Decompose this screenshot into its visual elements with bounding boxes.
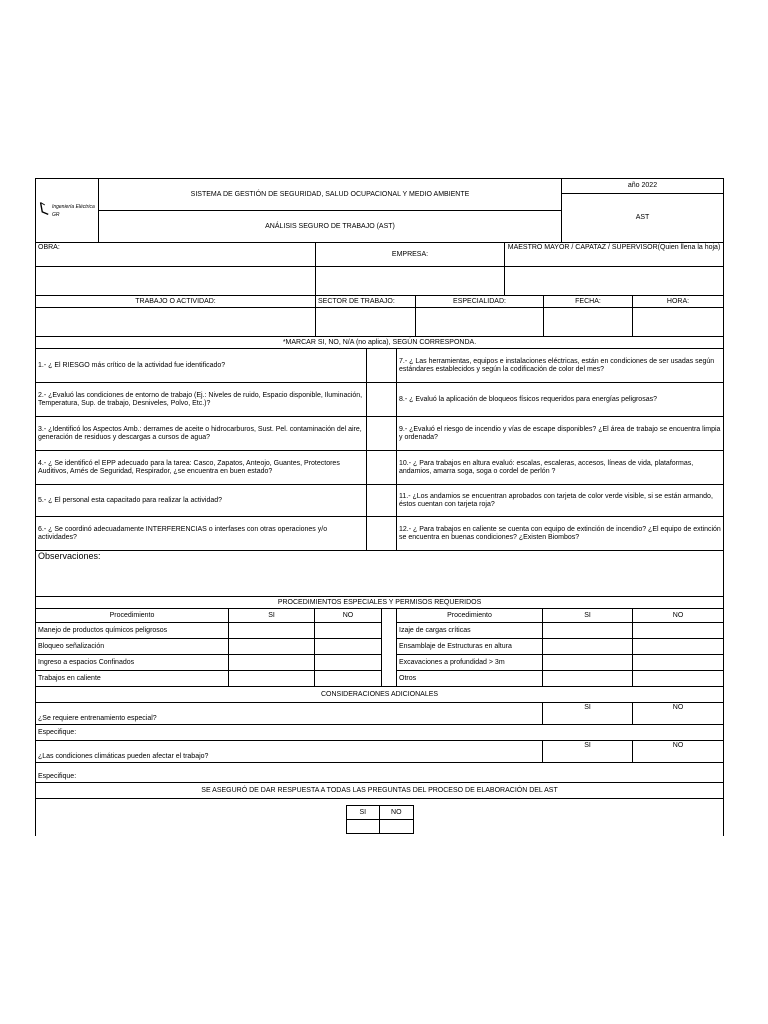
proc-left-1-no[interactable]: [315, 623, 382, 639]
climate-no[interactable]: NO: [633, 741, 724, 763]
logo-bolt-icon: [38, 200, 50, 222]
question-6: 6.- ¿ Se coordinó adecuadamente INTERFERENCIAS o interfases con otras operaciones y/o actividades?: [36, 517, 367, 551]
proc-right-4: Otros: [397, 671, 543, 687]
question-12: 12.- ¿ Para trabajos en caliente se cuenta con equipo de extinción de incendio? ¿El equipo de extinción se encuentra en buenas condiciones? ¿Existen Biombos?: [397, 517, 724, 551]
final-si-label: SI: [346, 806, 380, 820]
empresa-input[interactable]: [316, 267, 505, 296]
final-si-box[interactable]: [346, 820, 380, 834]
logo-text: Ingeniería Eléctrica GR: [51, 203, 95, 218]
climate-question: ¿Las condiciones climáticas pueden afectar el trabajo?: [36, 741, 543, 763]
obra-label: OBRA:: [36, 243, 316, 267]
answer-4[interactable]: [367, 451, 397, 485]
training-question: ¿Se requiere entrenamiento especial?: [36, 703, 543, 725]
company-logo: [38, 200, 96, 222]
proc-left-2: Bloqueo señalización: [36, 639, 229, 655]
proc-right-2-no[interactable]: [633, 639, 724, 655]
observaciones-field[interactable]: Observaciones:: [36, 551, 724, 597]
hora-label: HORA:: [633, 296, 724, 308]
proc-left-3-si[interactable]: [229, 655, 315, 671]
question-2: 2.- ¿Evaluó las condiciones de entorno de trabajo (Ej.: Niveles de ruido, Espacio disponible, Iluminación, Temperatura, Sup. de trabajo, Desniveles, Polvo, Etc.)?: [36, 383, 367, 417]
empresa-label: EMPRESA:: [316, 243, 505, 267]
trabajo-input[interactable]: [36, 308, 316, 337]
climate-si[interactable]: SI: [543, 741, 633, 763]
fields-table: [35, 242, 724, 337]
proc-left-1: Manejo de productos químicos peligrosos: [36, 623, 229, 639]
answer-1[interactable]: [367, 349, 397, 383]
fecha-input[interactable]: [544, 308, 633, 337]
proc-left-4-no[interactable]: [315, 671, 382, 687]
year-label: año 2022: [562, 179, 724, 194]
answer-2[interactable]: [367, 383, 397, 417]
proc-right-1: Izaje de cargas críticas: [397, 623, 543, 639]
question-1: 1.- ¿ El RIESGO más crítico de la actividad fue identificado?: [36, 349, 367, 383]
proc-left-4-si[interactable]: [229, 671, 315, 687]
proc-spacer: [382, 609, 397, 687]
proc-left-4: Trabajos en caliente: [36, 671, 229, 687]
code-label: AST: [562, 194, 724, 243]
proc-right-1-si[interactable]: [543, 623, 633, 639]
sector-input[interactable]: [316, 308, 416, 337]
maestro-input[interactable]: [505, 267, 724, 296]
final-statement: SE ASEGURÓ DE DAR RESPUESTA A TODAS LAS PREGUNTAS DEL PROCESO DE ELABORACIÓN DEL AST: [36, 783, 724, 799]
climate-specify[interactable]: Especifique:: [36, 763, 724, 783]
training-specify[interactable]: Especifique:: [36, 725, 724, 741]
proc-right-4-si[interactable]: [543, 671, 633, 687]
additional-table: [35, 686, 724, 836]
doc-title: ANÁLISIS SEGURO DE TRABAJO (AST): [99, 211, 562, 243]
proc-si-header-right: SI: [543, 609, 633, 623]
question-11: 11.- ¿Los andamios se encuentran aprobados con tarjeta de color verde visible, si se están armando, éstos cuentan con tarjeta roja?: [397, 485, 724, 517]
question-4: 4.- ¿ Se identificó el EPP adecuado para la tarea: Casco, Zapatos, Anteojo, Guantes, Protectores Auditivos, Arnés de Seguridad, Respirador, ¿se encuentra en buen estado?: [36, 451, 367, 485]
questions-table: [35, 336, 724, 597]
proc-si-header-left: SI: [229, 609, 315, 623]
answer-5[interactable]: [367, 485, 397, 517]
question-9: 9.- ¿Evaluó el riesgo de incendio y vías de escape disponibles? ¿El área de trabajo se encuentra limpia y ordenada?: [397, 417, 724, 451]
logo-cell: [36, 179, 99, 243]
proc-right-2-si[interactable]: [543, 639, 633, 655]
question-10: 10.- ¿ Para trabajos en altura evaluó: escalas, escaleras, accesos, líneas de vida, plataformas, andamios, amarra soga, soga o cordel de perlón ?: [397, 451, 724, 485]
question-5: 5.- ¿ El personal esta capacitado para realizar la actividad?: [36, 485, 367, 517]
trabajo-label: TRABAJO O ACTIVIDAD:: [36, 296, 316, 308]
answer-3[interactable]: [367, 417, 397, 451]
fecha-label: FECHA:: [544, 296, 633, 308]
training-no[interactable]: NO: [633, 703, 724, 725]
proc-no-header-right: NO: [633, 609, 724, 623]
final-answer-cell: [36, 799, 724, 836]
proc-right-3: Excavaciones a profundidad > 3m: [397, 655, 543, 671]
proc-left-1-si[interactable]: [229, 623, 315, 639]
especialidad-input[interactable]: [416, 308, 544, 337]
proc-right-4-no[interactable]: [633, 671, 724, 687]
question-8: 8.- ¿ Evaluó la aplicación de bloqueos físicos requeridos para energías peligrosas?: [397, 383, 724, 417]
proc-header-left: Procedimiento: [36, 609, 229, 623]
final-answer-table: [346, 805, 414, 834]
maestro-label: MAESTRO MAYOR / CAPATAZ / SUPERVISOR(Quien llena la hoja): [505, 243, 724, 267]
proc-right-3-no[interactable]: [633, 655, 724, 671]
training-si[interactable]: SI: [543, 703, 633, 725]
proc-no-header-left: NO: [315, 609, 382, 623]
obra-input[interactable]: [36, 267, 316, 296]
proc-left-2-si[interactable]: [229, 639, 315, 655]
final-no-label: NO: [380, 806, 414, 820]
proc-left-3-no[interactable]: [315, 655, 382, 671]
hora-input[interactable]: [633, 308, 724, 337]
proc-right-2: Ensamblaje de Estructuras en altura: [397, 639, 543, 655]
proc-left-3: Ingreso a espacios Confinados: [36, 655, 229, 671]
proc-right-1-no[interactable]: [633, 623, 724, 639]
sector-label: SECTOR DE TRABAJO:: [316, 296, 416, 308]
proc-header-right: Procedimiento: [397, 609, 543, 623]
proc-right-3-si[interactable]: [543, 655, 633, 671]
header-table: [35, 178, 724, 243]
additional-title: CONSIDERACIONES ADICIONALES: [36, 687, 724, 703]
procedures-table: [35, 596, 724, 687]
ast-form: [35, 178, 723, 836]
especialidad-label: ESPECIALIDAD:: [416, 296, 544, 308]
instructions: *MARCAR SI, NO, N/A (no aplica), SEGÚN CORRESPONDA.: [36, 337, 724, 349]
question-7: 7.- ¿ Las herramientas, equipos e instalaciones eléctricas, están en condiciones de ser usadas según estándares establecidos y según la codificación de color del mes?: [397, 349, 724, 383]
final-no-box[interactable]: [380, 820, 414, 834]
proc-left-2-no[interactable]: [315, 639, 382, 655]
system-title: SISTEMA DE GESTIÓN DE SEGURIDAD, SALUD OCUPACIONAL Y MEDIO AMBIENTE: [99, 179, 562, 211]
answer-6[interactable]: [367, 517, 397, 551]
procedures-title: PROCEDIMIENTOS ESPECIALES Y PERMISOS REQUERIDOS: [36, 597, 724, 609]
question-3: 3.- ¿Identificó los Aspectos Amb.: derrames de aceite o hidrocarburos, Sust. Pel. contaminación del aire, generación de residuos y descargas a cursos de agua?: [36, 417, 367, 451]
